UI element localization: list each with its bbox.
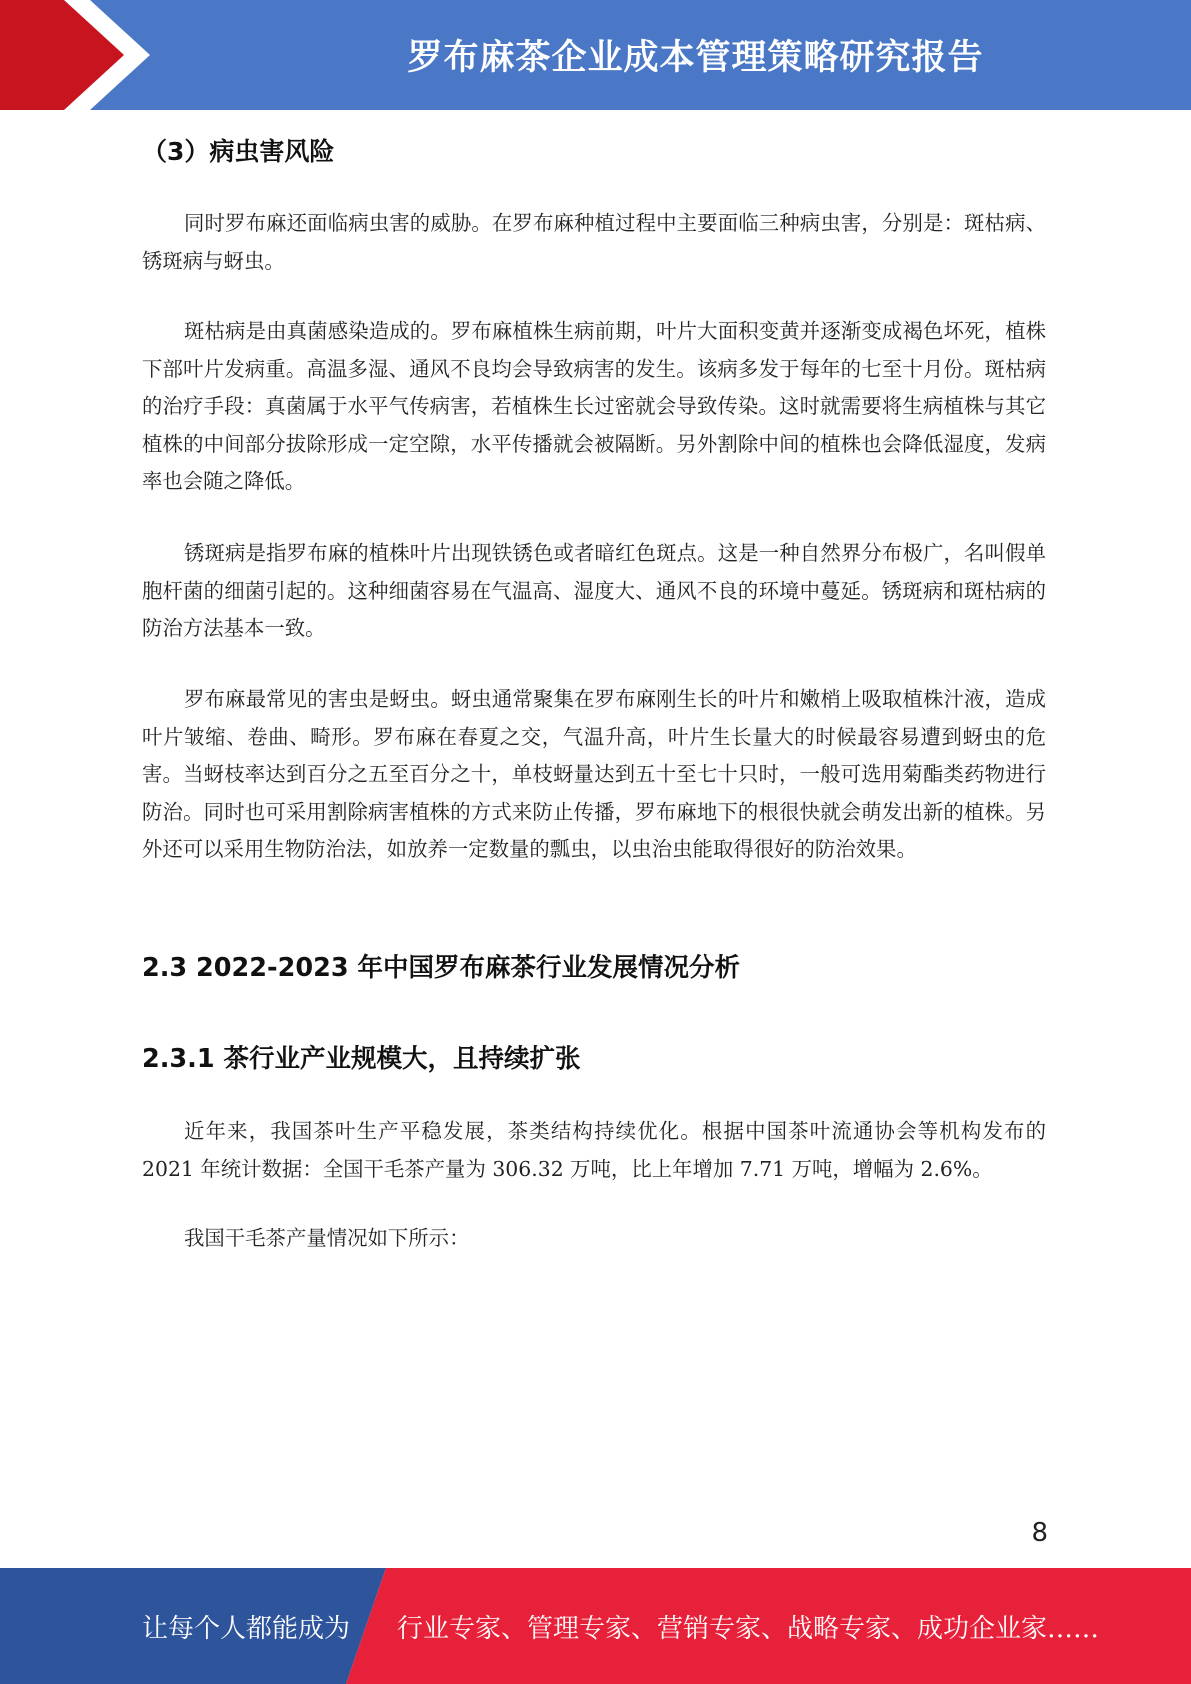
paragraph-pest-intro: 同时罗布麻还面临病虫害的威胁。在罗布麻种植过程中主要面临三种病虫害，分别是：斑枯病、锈斑病与蚜虫。 bbox=[142, 211, 1046, 273]
document-title: 罗布麻茶企业成本管理策略研究报告 bbox=[407, 38, 984, 78]
paragraph-aphid: 罗布麻最常见的害虫是蚜虫。蚜虫通常聚集在罗布麻刚生长的叶片和嫩梢上吸取植株汁液，造成叶片皱缩、卷曲、畸形。罗布麻在春夏之交，气温升高，叶片生长量大的时候最容易遭到蚜虫的危害。当蚜枝率达到百分之五至百分之十，单枝蚜量达到五十至七十只时，一般可选用菊酯类药物进行防治。同时也可采用割除病害植株的方式来防止传播，罗布麻地下的根很快就会萌发出新的植株。另外还可以采用生物防治法，如放养一定数量的瓢虫，以虫治虫能取得很好的防治效果。 bbox=[142, 687, 1046, 861]
paragraph-spot-blight: 斑枯病是由真菌感染造成的。罗布麻植株生病前期，叶片大面积变黄并逐渐变成褐色坏死，植株下部叶片发病重。高温多湿、通风不良均会导致病害的发生。该病多发于每年的七至十月份。斑枯病的治疗手段：真菌属于水平气传病害，若植株生长过密就会导致传染。这时就需要将生病植株与其它植株的中间部分拔除形成一定空隙，水平传播就会被隔断。另外割除中间的植株也会降低湿度，发病率也会随之降低。 bbox=[142, 319, 1046, 493]
page-footer bbox=[0, 1568, 1191, 1684]
footer-slogan-left: 让每个人都能成为 bbox=[142, 1613, 351, 1644]
page-number: 8 bbox=[1031, 1518, 1048, 1548]
footer-slogan-right: 行业专家、管理专家、营销专家、战略专家、成功企业家…… bbox=[397, 1613, 1100, 1644]
header-arrow-decoration bbox=[0, 0, 240, 110]
section-heading-2-3: 2.3 2022-2023 年中国罗布麻茶行业发展情况分析 bbox=[142, 953, 740, 983]
paragraph-rust-spot: 锈斑病是指罗布麻的植株叶片出现铁锈色或者暗红色斑点。这是一种自然界分布极广，名叫假单胞杆菌的细菌引起的。这种细菌容易在气温高、湿度大、通风不良的环境中蔓延。锈斑病和斑枯病的防治方法基本一致。 bbox=[142, 541, 1046, 640]
page-header bbox=[0, 0, 1191, 110]
paragraph-tea-production: 近年来，我国茶叶生产平稳发展，茶类结构持续优化。根据中国茶叶流通协会等机构发布的2021 年统计数据：全国干毛茶产量为 306.32 万吨，比上年增加 7.71 万吨，增幅为 2.6%。 bbox=[142, 1119, 1046, 1181]
section-heading-pest-risk: （3）病虫害风险 bbox=[142, 137, 335, 166]
section-heading-2-3-1: 2.3.1 茶行业产业规模大，且持续扩张 bbox=[142, 1044, 581, 1074]
paragraph-production-intro: 我国干毛茶产量情况如下所示： bbox=[184, 1226, 470, 1250]
